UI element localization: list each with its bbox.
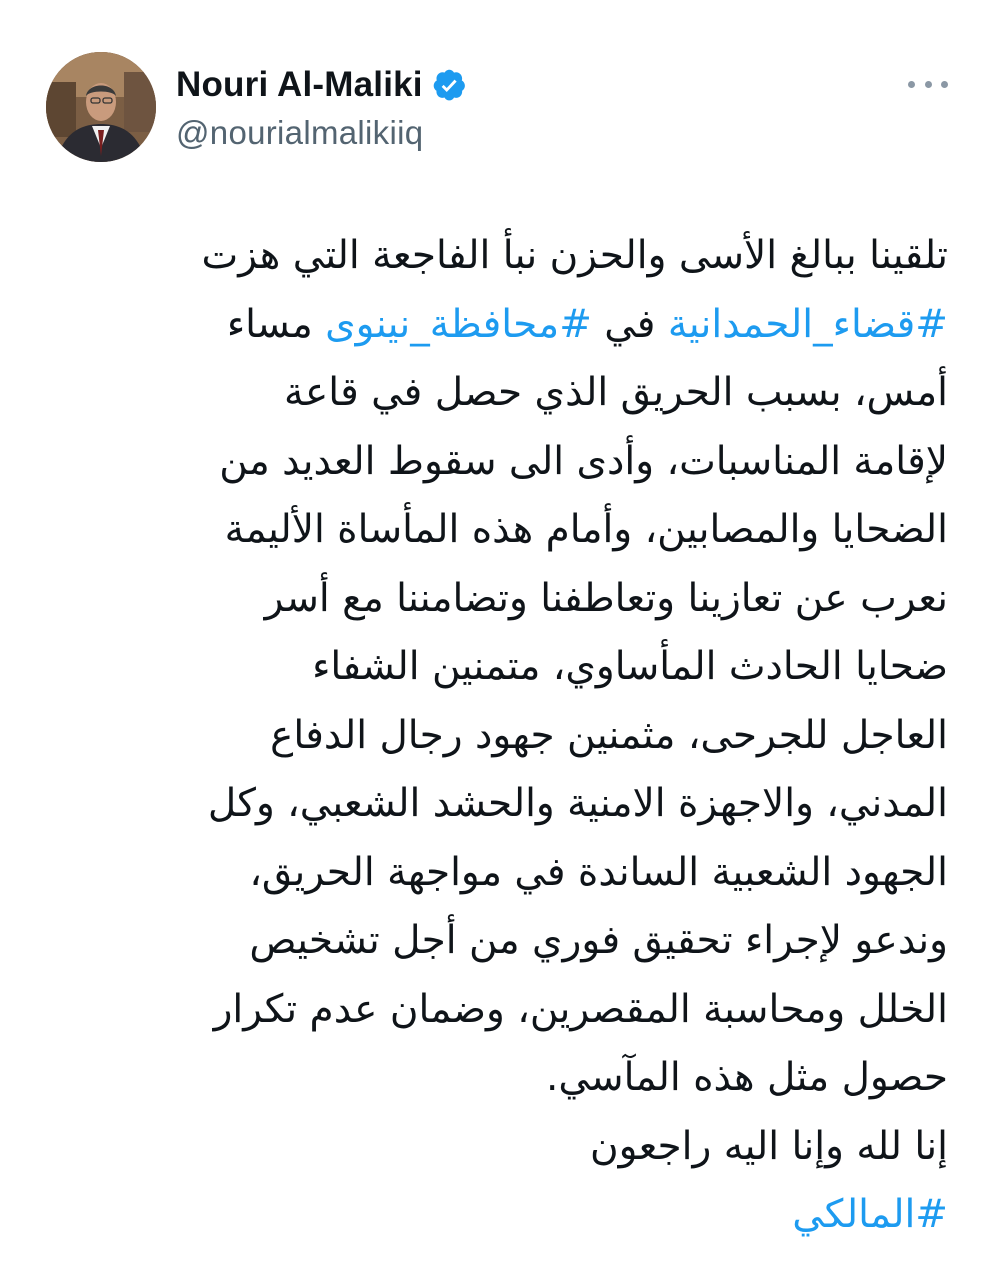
more-dot: [925, 81, 932, 88]
tweet-line: الضحايا والمصابين، وأمام هذه المأساة الأليمة: [224, 507, 948, 552]
tweet-line: تلقينا ببالغ الأسى والحزن نبأ الفاجعة التي هزت: [201, 233, 948, 278]
tweet-line: الخلل ومحاسبة المقصرين، وضمان عدم تكرار: [213, 986, 948, 1032]
tweet-line: [40, 291, 948, 360]
author-handle[interactable]: @nourialmalikiiq: [176, 114, 424, 151]
author-info: [176, 62, 467, 152]
avatar[interactable]: [46, 52, 156, 162]
tweet-line: وندعو لإجراء تحقيق فوري من أجل تشخيص: [249, 918, 948, 963]
more-dot: [908, 81, 915, 88]
tweet-text: [40, 222, 948, 1250]
tweet-line: حصول مثل هذه المآسي.: [546, 1055, 948, 1100]
tweet-line: إنا لله وإنا اليه راجعون: [589, 1123, 948, 1169]
tweet-line: ضحايا الحادث المأساوي، متمنين الشفاء: [312, 644, 948, 689]
tweet-line: نعرب عن تعازينا وتعاطفنا وتضامننا مع أسر: [264, 575, 948, 621]
hashtag-link[interactable]: #المالكي: [792, 1192, 948, 1237]
verified-badge-icon[interactable]: [433, 68, 467, 102]
tweet-line: لإقامة المناسبات، وأدى الى سقوط العديد من: [219, 438, 948, 484]
tweet-line: المدني، والاجهزة الامنية والحشد الشعبي، وكل: [207, 781, 948, 826]
tweet-line: [40, 1181, 948, 1250]
tweet-header: [46, 52, 956, 164]
tweet-text-segment: مساء: [226, 301, 326, 347]
more-dot: [941, 81, 948, 88]
hashtag-link[interactable]: #قضاء_الحمدانية: [667, 301, 948, 347]
tweet-line: العاجل للجرحى، مثمنين جهود رجال الدفاع: [270, 712, 948, 758]
tweet-line: الجهود الشعبية الساندة في مواجهة الحريق،: [249, 849, 948, 895]
tweet-line: أمس، بسبب الحريق الذي حصل في قاعة: [284, 370, 948, 415]
tweet-text-segment: في: [591, 301, 668, 347]
display-name-row: [176, 62, 467, 108]
more-options-icon[interactable]: [908, 74, 948, 94]
hashtag-link[interactable]: #محافظة_نينوى: [325, 301, 592, 347]
display-name[interactable]: Nouri Al-Maliki: [176, 65, 423, 104]
avatar-photo: [46, 52, 156, 162]
